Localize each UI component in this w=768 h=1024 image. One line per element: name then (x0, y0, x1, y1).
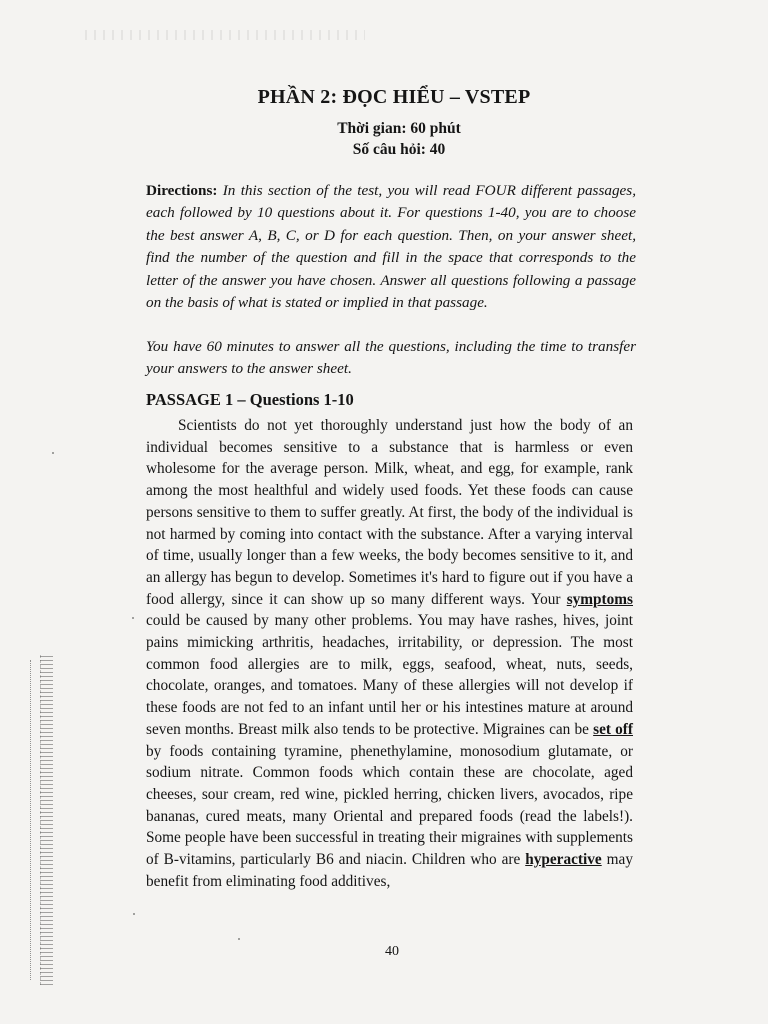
binding-shadow (40, 655, 53, 985)
scan-speck (132, 617, 134, 619)
passage-text: by foods containing tyramine, phenethylamine, monosodium glutamate, or sodium nitrate. Common foods which contain these are chocolate, aged cheeses, sour cream, red wine, pickled herring, chicken livers, avocados, ripe bananas, cured meats, many Oriental and prepared foods (read the labels!). Some people have been successful in treating their migraines with supplements of B-vitamins, particularly B6 and niacin. Children who are (146, 742, 633, 869)
directions-block (146, 180, 636, 314)
directions-text: In this section of the test, you will read FOUR different passages, each followed by 10 questions about it. For questions 1-40, you are to choose the best answer A, B, C, or D for each question. Then, on your answer sheet, find the number of the question and fill in the space that corresponds to the letter of the answer you have chosen. Answer all questions following a passage on the basis of what is stated or implied in that passage. (146, 182, 637, 312)
keyword-hyperactive: hyperactive (525, 851, 602, 869)
scan-speck (238, 938, 240, 940)
passage-text: Scientists do not yet thoroughly understand just how the body of an individual becomes sensitive to a substance that is harmless or even wholesome for the average person. Milk, wheat, and egg, for example, rank among the most healthful and widely used foods. Yet these foods can cause persons sensitive to them to suffer greatly. At first, the body of the individual is not harmed by coming into contact with the substance. After a varying interval of time, usually longer than a few weeks, the body becomes sensitive to it, and an allergy has begun to develop. Sometimes it's hard to figure out if you have a food allergy, since it can show up so many different ways. Your (146, 417, 633, 608)
time-note: You have 60 minutes to answer all the questions, including the time to transfer your answers to the answer sheet. (146, 338, 636, 378)
passage-body (146, 415, 633, 892)
page-number: 40 (385, 944, 399, 959)
passage-heading: PASSAGE 1 – Questions 1-10 (146, 390, 354, 409)
directions-label: Directions: (146, 182, 218, 199)
keyword-symptoms: symptoms (566, 590, 633, 608)
binding-dots (30, 660, 35, 980)
passage-text: may benefit from eliminating food additives, (146, 851, 633, 890)
scan-speck (52, 452, 54, 454)
time-limit: Thời gian: 60 phút (337, 120, 461, 137)
scan-speck (133, 913, 135, 915)
page-title: PHẦN 2: ĐỌC HIỂU – VSTEP (257, 86, 531, 108)
passage-paragraph (146, 415, 633, 892)
passage-text: could be caused by many other problems. You may have rashes, hives, joint pains mimicking arthritis, headaches, irritability, or depression. The most common food allergies are to milk, eggs, seafood, wheat, nuts, seeds, chocolate, oranges, and tomatoes. Many of these allergies will not develop if these foods are not fed to an infant until her or his intestines mature at around seven months. Breast milk also tends to be protective. Migraines can be (146, 612, 633, 738)
keyword-set-off: set off (593, 720, 633, 738)
scan-artifact-top (85, 30, 365, 40)
question-count: Số câu hỏi: 40 (352, 141, 446, 158)
